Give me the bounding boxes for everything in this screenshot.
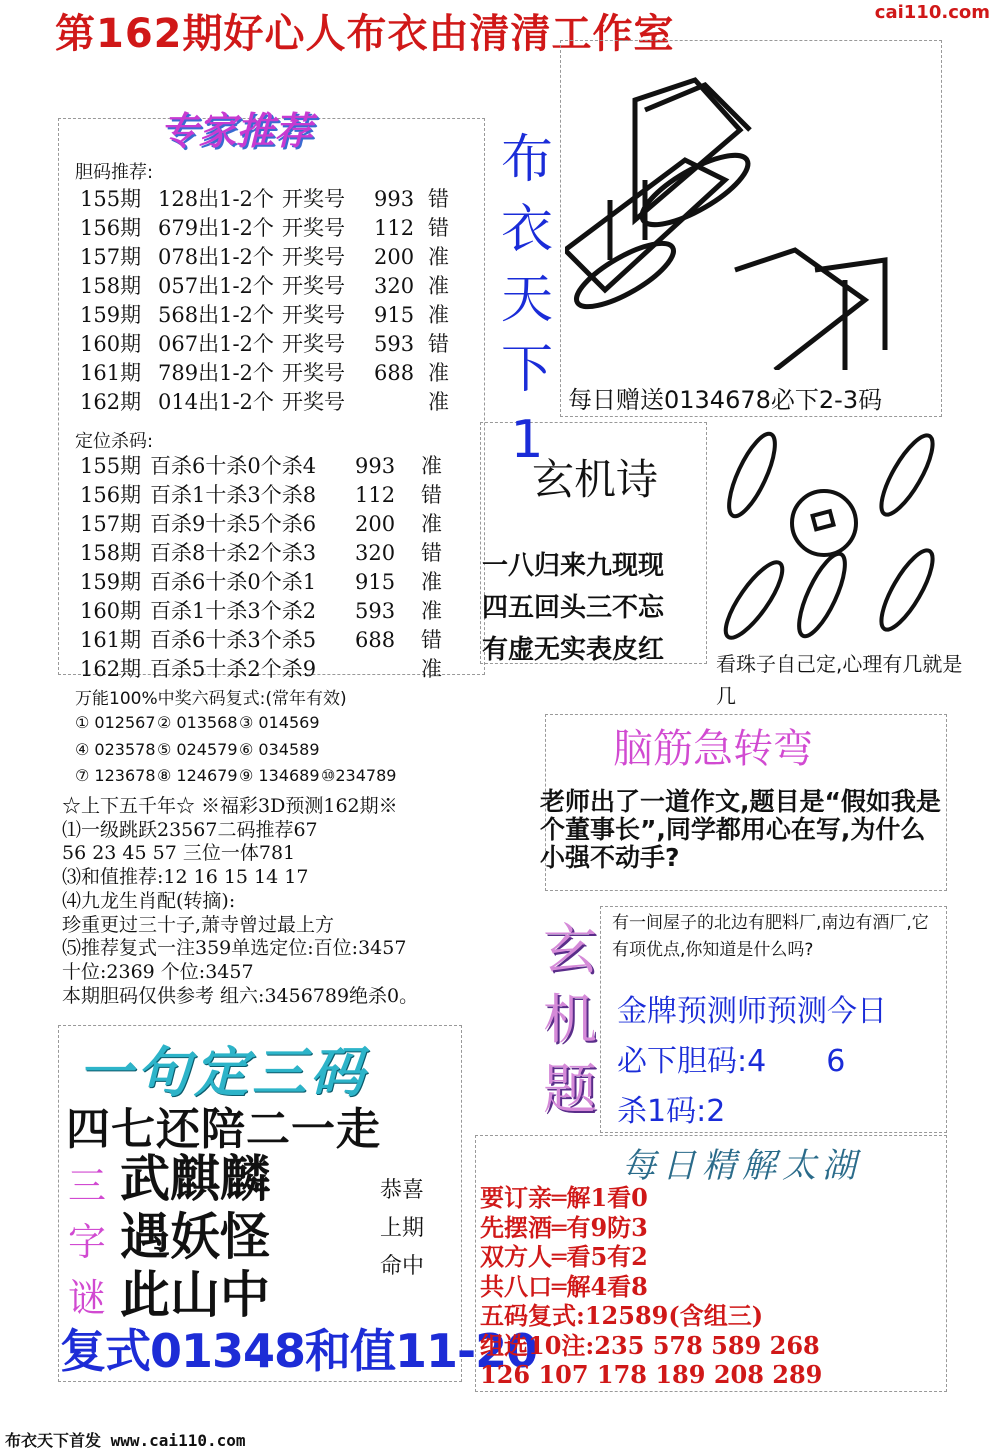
dingwei-row <box>80 510 442 539</box>
house-riddle: 有一间屋子的北边有肥料厂,南边有酒厂,它有项优点,你知道是什么吗? <box>612 913 929 960</box>
dingwei-cell: 错 <box>421 628 442 652</box>
riddle-line: 此山中 <box>120 1265 270 1324</box>
danma-cell: 准 <box>428 274 449 298</box>
dingwei-cell: 159期 <box>80 570 142 594</box>
buyi-tianxia-vertical <box>497 125 557 475</box>
dingwei-cell: 993 <box>355 454 396 478</box>
danma-cell: 915 <box>374 303 415 327</box>
dingwei-cell: 准 <box>421 570 442 594</box>
danma-cell: 开奖号 <box>282 390 345 414</box>
dingwei-cell: 915 <box>355 570 396 594</box>
dingwei-cell: 112 <box>355 483 396 507</box>
danma-cell: 开奖号 <box>282 216 345 240</box>
riddle-line: 遇妖怪 <box>120 1207 270 1266</box>
dingwei-cell: 百杀9十杀5个杀6 <box>150 512 317 536</box>
bead-text: 看珠子自己定,心理有几就是几 <box>716 652 963 708</box>
dingwei-row <box>80 597 442 626</box>
gold-line: 金牌预测师预测今日 <box>617 994 887 1029</box>
dingwei-row <box>80 481 442 510</box>
bamboo-illustration <box>565 70 940 370</box>
taihu-line: 126 107 178 189 208 289 <box>480 1360 823 1389</box>
wanneng-combo: ② 013568 <box>157 713 238 732</box>
dingwei-cell: 158期 <box>80 541 142 565</box>
njj-title: 脑筋急转弯 <box>613 726 813 772</box>
beads-illustration <box>712 420 942 645</box>
danma-cell: 157期 <box>80 245 142 269</box>
poem-line: 有虚无实表皮红 <box>482 635 665 665</box>
danma-cell: 准 <box>428 245 449 269</box>
expert-title: 专家推荐 <box>160 109 313 153</box>
danma-cell: 679出1-2个 <box>158 216 274 240</box>
danma-row <box>80 272 449 301</box>
xjt-vertical <box>535 915 605 1125</box>
wanneng-title: 万能100%中奖六码复式:(常年有效) <box>75 689 347 709</box>
yiju-title: 一句定三码 <box>78 1040 368 1104</box>
dingwei-cell: 162期 <box>80 657 142 681</box>
dingwei-cell: 200 <box>355 512 396 536</box>
forecast-line: 十位:2369 个位:3457 <box>62 960 254 983</box>
xjt-char: 题 <box>543 1058 597 1121</box>
dingwei-cell: 准 <box>421 657 442 681</box>
congrats-line: 上期 <box>380 1216 425 1241</box>
dingwei-label: 定位杀码: <box>75 431 154 452</box>
dingwei-cell: 160期 <box>80 599 142 623</box>
poem-line: 四五回头三不忘 <box>482 593 665 623</box>
dingwei-cell: 百杀1十杀3个杀2 <box>150 599 317 623</box>
danma-row <box>80 214 449 243</box>
gold-line: 杀1码:2 <box>617 1094 726 1129</box>
site-logo[interactable]: cai110.com <box>874 2 990 23</box>
danma-cell: 200 <box>374 245 415 269</box>
dingwei-row <box>80 655 442 684</box>
dingwei-cell: 百杀1十杀3个杀8 <box>150 483 317 507</box>
taihu-line: 组选10注:235 578 589 268 <box>480 1330 820 1360</box>
szm-char: 三 <box>67 1164 106 1208</box>
danma-row <box>80 359 449 388</box>
dingwei-cell: 百杀6十杀3个杀5 <box>150 628 317 652</box>
bytx-char: 天 <box>500 270 553 330</box>
forecast-line: ⑶和值推荐:12 16 15 14 17 <box>62 866 309 889</box>
bytx-char: 1 <box>510 410 544 470</box>
dingwei-cell: 157期 <box>80 512 142 536</box>
poem-line: 一八归来九现现 <box>482 551 665 581</box>
danma-cell: 593 <box>374 332 415 356</box>
gold-predictor <box>617 987 887 1137</box>
bytx-char: 下 <box>500 340 553 400</box>
wanneng-combo: ⑨ 134689 <box>239 766 320 785</box>
danma-cell: 错 <box>428 187 449 211</box>
szm-char: 谜 <box>67 1276 106 1320</box>
bytx-char: 衣 <box>500 200 553 260</box>
danma-cell: 开奖号 <box>282 245 345 269</box>
dingwei-cell: 准 <box>421 599 442 623</box>
forecast-line: 珍重更过三十子,萧寺曾过最上方 <box>62 913 335 936</box>
wanneng-combo: ① 012567 <box>75 713 156 732</box>
danma-cell: 320 <box>374 274 415 298</box>
taihu-line: 双方人═看5有2 <box>480 1242 648 1271</box>
dingwei-cell: 百杀6十杀0个杀1 <box>150 570 317 594</box>
wanneng-row <box>75 710 431 737</box>
danma-label: 胆码推荐: <box>75 162 154 183</box>
dingwei-cell: 准 <box>421 512 442 536</box>
xjt-char: 玄 <box>543 918 597 981</box>
danma-cell: 014出1-2个 <box>158 390 274 414</box>
danma-cell: 159期 <box>80 303 142 327</box>
dingwei-cell: 156期 <box>80 483 142 507</box>
forecast-line: 56 23 45 57 三位一体781 <box>62 842 296 865</box>
wanneng-combo: ⑩234789 <box>321 766 397 785</box>
danma-cell: 准 <box>428 303 449 327</box>
wanneng-combo: ⑧ 124679 <box>157 766 238 785</box>
dingwei-cell: 百杀6十杀0个杀4 <box>150 454 317 478</box>
taihu-lines <box>480 1183 822 1390</box>
bytx-char: 布 <box>500 130 553 190</box>
xjt-char: 机 <box>543 988 597 1051</box>
wanneng-row <box>75 763 431 790</box>
danma-cell: 开奖号 <box>282 361 345 385</box>
taihu-line: 要订亲═解1看0 <box>480 1183 648 1212</box>
wanneng-combo: ④ 023578 <box>75 739 156 759</box>
danma-row <box>80 388 449 417</box>
gold-line: 必下胆码:4 6 <box>617 1044 846 1079</box>
taihu-title: 每日精解太湖 <box>622 1146 862 1186</box>
danma-cell: 准 <box>428 390 449 414</box>
danma-cell: 156期 <box>80 216 142 240</box>
danma-cell: 错 <box>428 332 449 356</box>
danma-cell: 开奖号 <box>282 303 345 327</box>
congrats-line: 恭喜 <box>380 1178 425 1203</box>
poem-lines <box>482 545 664 671</box>
dingwei-cell: 320 <box>355 541 396 565</box>
danma-cell: 162期 <box>80 390 142 414</box>
dingwei-cell: 准 <box>421 454 442 478</box>
fushi-line: 复式01348和值11-20 <box>60 1324 538 1378</box>
wanneng-combo: ⑥ 034589 <box>239 739 320 759</box>
forecast-line: ☆上下五千年☆ ※福彩3D预测162期※ <box>62 795 398 817</box>
riddle-line: 武麒麟 <box>120 1149 270 1208</box>
wanneng-combo: ⑦ 123678 <box>75 766 156 785</box>
danma-row <box>80 243 449 272</box>
dingwei-cell: 错 <box>421 541 442 565</box>
xjs-title: 玄机诗 <box>532 455 659 504</box>
danma-cell: 160期 <box>80 332 142 356</box>
szm-char: 字 <box>67 1220 106 1264</box>
danma-cell: 错 <box>428 216 449 240</box>
dingwei-row <box>80 452 442 481</box>
yiju-phrase: 四七还陪二一走 <box>66 1104 381 1155</box>
danma-cell: 568出1-2个 <box>158 303 274 327</box>
wanneng-combo: ⑤ 024579 <box>157 739 238 759</box>
danma-cell: 112 <box>374 216 415 240</box>
danma-cell: 993 <box>374 187 415 211</box>
dingwei-cell: 百杀8十杀2个杀3 <box>150 541 317 565</box>
dingwei-row <box>80 626 442 655</box>
danma-cell: 155期 <box>80 187 142 211</box>
page-title: 第162期好心人布衣由清清工作室 <box>55 11 675 57</box>
danma-row <box>80 330 449 359</box>
forecast-line: ⑴一级跳跃23567二码推荐67 <box>62 818 318 841</box>
wanneng-combo: ③ 014569 <box>239 713 320 732</box>
taihu-line: 五码复式:12589(含组三) <box>480 1301 764 1330</box>
forecast-block <box>62 795 418 1008</box>
danma-cell: 开奖号 <box>282 332 345 356</box>
forecast-line: ⑸推荐复式一注359单选定位:百位:3457 <box>62 937 407 960</box>
danma-cell: 789出1-2个 <box>158 361 274 385</box>
danma-cell: 准 <box>428 361 449 385</box>
danma-cell: 688 <box>374 361 415 385</box>
taihu-line: 共八口═解4看8 <box>480 1271 648 1301</box>
dingwei-cell: 155期 <box>80 454 142 478</box>
danma-cell: 057出1-2个 <box>158 274 274 298</box>
dingwei-cell: 百杀5十杀2个杀9 <box>150 657 317 681</box>
footer-credit: 布衣天下首发 www.cai110.com <box>5 1431 246 1450</box>
congrats-text <box>380 1172 424 1286</box>
dingwei-row <box>80 539 442 568</box>
danma-cell: 078出1-2个 <box>158 245 274 269</box>
dingwei-table <box>80 452 442 684</box>
forecast-line: ⑷九龙生肖配(转摘): <box>62 889 236 912</box>
wanneng-grid <box>75 710 431 790</box>
danma-cell: 开奖号 <box>282 187 345 211</box>
wanneng-row <box>75 737 431 764</box>
danma-row <box>80 185 449 214</box>
riddle-text <box>120 1150 270 1324</box>
dingwei-cell: 错 <box>421 483 442 507</box>
danma-cell: 158期 <box>80 274 142 298</box>
danma-table <box>80 185 449 417</box>
dingwei-cell: 593 <box>355 599 396 623</box>
danma-cell: 067出1-2个 <box>158 332 274 356</box>
dingwei-cell: 161期 <box>80 628 142 652</box>
taihu-line: 先摆酒═有9防3 <box>480 1212 648 1242</box>
danma-cell: 开奖号 <box>282 274 345 298</box>
danma-row <box>80 301 449 330</box>
forecast-line: 本期胆码仅供参考 组六:3456789绝杀0。 <box>62 984 419 1007</box>
teacher-riddle: 老师出了一道作文,题目是“假如我是个董事长”,同学都用心在写,为什么小强不动手? <box>540 787 941 872</box>
dingwei-cell: 688 <box>355 628 396 652</box>
szm-label <box>62 1158 112 1326</box>
danma-cell: 128出1-2个 <box>158 187 274 211</box>
daily-gift: 每日赠送0134678必下2-3码 <box>568 386 883 414</box>
dingwei-row <box>80 568 442 597</box>
danma-cell: 161期 <box>80 361 142 385</box>
congrats-line: 命中 <box>380 1254 425 1279</box>
